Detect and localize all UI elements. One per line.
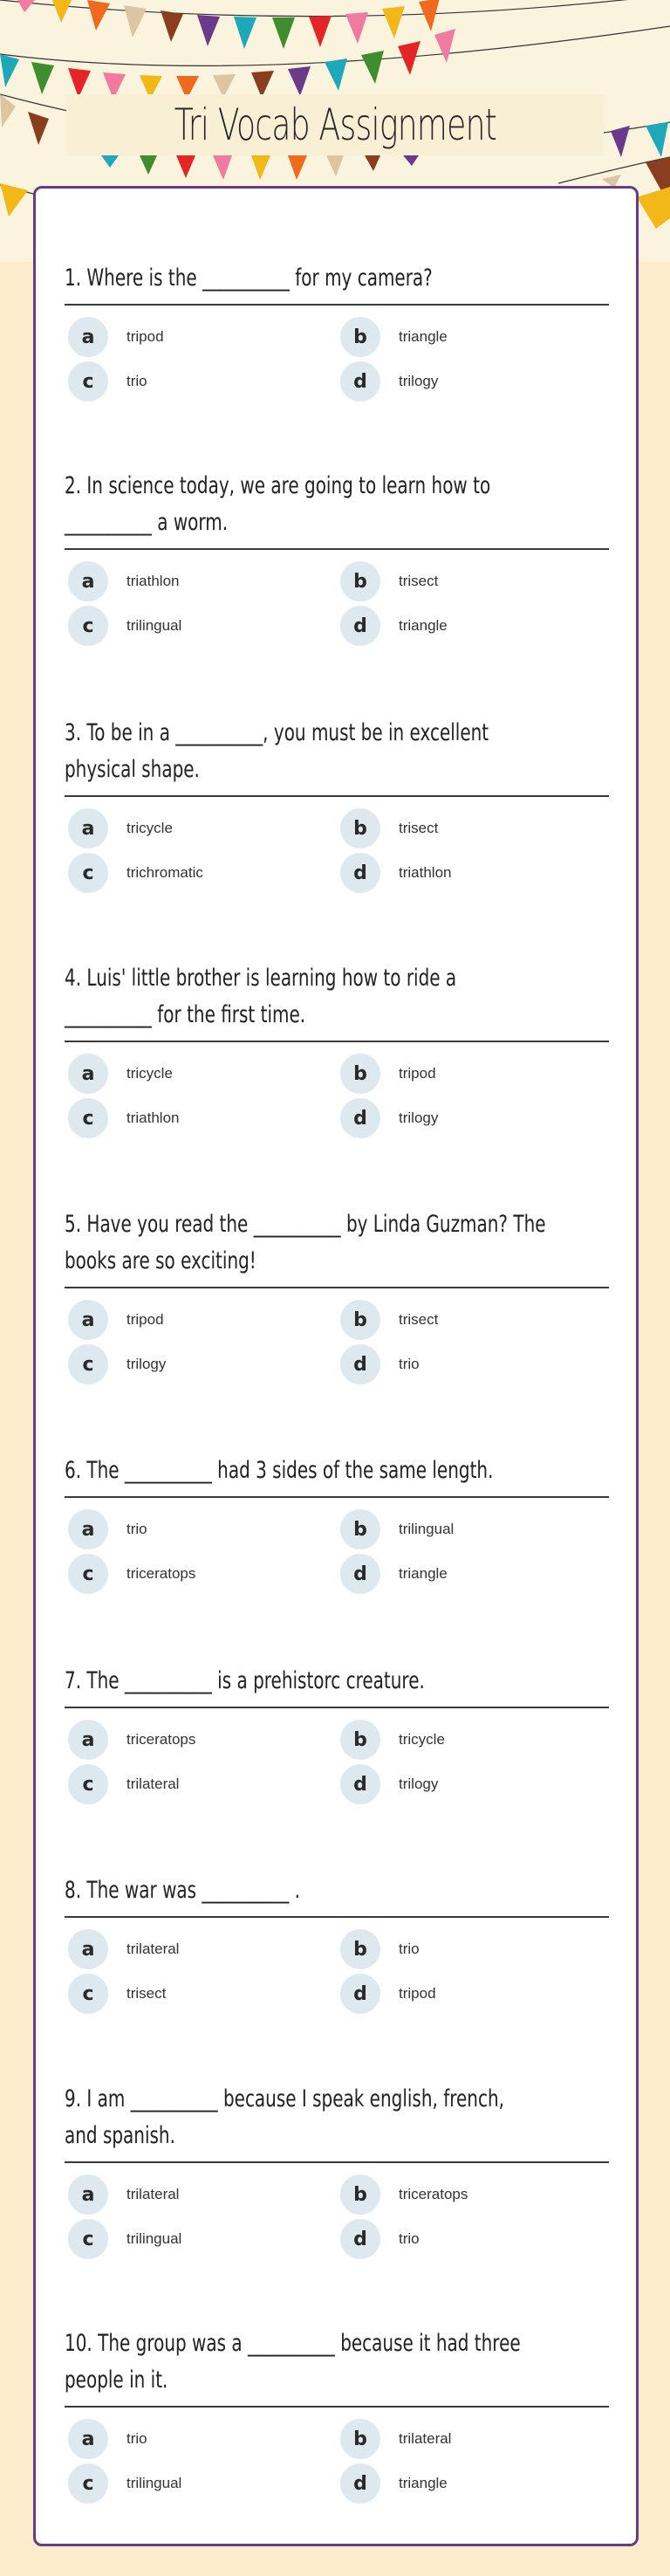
question-line: 3. To be in a __________, you must be in excellent — [65, 719, 489, 746]
option-letter-badge: b — [340, 808, 380, 848]
option-c[interactable] — [68, 1764, 179, 1804]
option-b[interactable] — [340, 1720, 445, 1760]
question-divider — [65, 2161, 609, 2163]
option-b[interactable] — [340, 1054, 436, 1094]
option-label: trilateral — [399, 2430, 452, 2447]
option-letter-badge: c — [68, 606, 108, 646]
question-text — [65, 715, 490, 788]
option-label: tripod — [399, 1065, 436, 1082]
option-b[interactable] — [340, 1509, 454, 1549]
option-letter-badge: c — [68, 1344, 108, 1384]
option-letter-badge: c — [68, 853, 108, 893]
option-letter-badge: d — [340, 606, 380, 646]
option-d[interactable] — [340, 2219, 420, 2259]
option-letter-badge: c — [68, 361, 108, 402]
option-letter-badge: b — [340, 2174, 380, 2215]
question-line: 6. The __________ had 3 sides of the same length. — [65, 1457, 494, 1484]
option-b[interactable] — [340, 317, 448, 357]
question-divider — [65, 1041, 609, 1042]
question-divider — [65, 548, 609, 550]
option-letter-badge: b — [340, 1509, 380, 1549]
question-line: 7. The __________ is a prehistorc creature. — [65, 1667, 425, 1694]
option-label: trilateral — [126, 2186, 180, 2202]
option-letter-badge: d — [340, 2219, 380, 2259]
option-label: triangle — [399, 1565, 448, 1582]
option-c[interactable] — [68, 606, 181, 646]
option-letter-badge: a — [68, 1720, 108, 1760]
option-letter-badge: c — [68, 2219, 108, 2259]
option-d[interactable] — [340, 1974, 436, 2014]
option-letter-badge: a — [68, 317, 108, 357]
question-text — [65, 2325, 521, 2399]
option-c[interactable] — [68, 853, 203, 893]
option-letter-badge: d — [340, 1344, 380, 1384]
option-d[interactable] — [340, 2463, 448, 2504]
question-text — [65, 260, 490, 297]
option-label: tricycle — [399, 1731, 445, 1748]
question-line: __________ for the first time. — [65, 1001, 306, 1028]
option-label: triceratops — [126, 1565, 196, 1582]
option-b[interactable] — [340, 561, 438, 601]
worksheet-card — [33, 186, 639, 2546]
question-divider — [65, 1707, 609, 1708]
option-letter-badge: a — [68, 2419, 108, 2459]
option-letter-badge: d — [340, 1554, 380, 1594]
option-label: trilingual — [126, 617, 182, 634]
question-text — [65, 1872, 490, 1909]
option-label: triangle — [399, 2475, 448, 2491]
option-label: trilogy — [399, 1109, 439, 1126]
question-text — [65, 1206, 546, 1280]
question-line: 5. Have you read the __________ by Linda Guzman? The — [65, 1211, 546, 1238]
option-a[interactable] — [68, 1300, 164, 1340]
option-label: trio — [399, 1941, 420, 1957]
option-c[interactable] — [68, 1974, 166, 2014]
option-label: triathlon — [126, 1109, 180, 1126]
option-letter-badge: c — [68, 1554, 108, 1594]
question-divider — [65, 1287, 609, 1288]
option-c[interactable] — [68, 2463, 181, 2504]
question-line: 9. I am __________ because I speak english, french, — [65, 2085, 504, 2112]
option-letter-badge: c — [68, 2463, 108, 2504]
option-letter-badge: a — [68, 1509, 108, 1549]
option-label: trisect — [399, 573, 439, 589]
option-a[interactable] — [68, 2174, 179, 2215]
page-title: Tri Vocab Assignment — [174, 100, 496, 150]
option-letter-badge: d — [340, 1098, 380, 1138]
option-label: trio — [399, 1356, 420, 1372]
option-letter-badge: a — [68, 808, 108, 848]
option-label: trilogy — [399, 373, 439, 389]
option-letter-badge: b — [340, 1054, 380, 1094]
option-c[interactable] — [68, 2219, 181, 2259]
option-letter-badge: d — [340, 361, 380, 402]
question-text — [65, 1453, 494, 1489]
option-label: triangle — [399, 328, 448, 345]
option-d[interactable] — [340, 606, 448, 646]
option-label: trilogy — [126, 1356, 167, 1372]
option-d[interactable] — [340, 1764, 438, 1804]
option-a[interactable] — [68, 2419, 147, 2459]
option-label: trisect — [399, 1311, 439, 1328]
question-divider — [65, 2406, 609, 2408]
option-c[interactable] — [68, 1344, 166, 1384]
option-label: trio — [399, 2230, 420, 2247]
option-letter-badge: a — [68, 1929, 108, 1969]
option-letter-badge: b — [340, 561, 380, 601]
option-label: trio — [126, 373, 147, 389]
option-letter-badge: b — [340, 1300, 380, 1340]
option-d[interactable] — [340, 1554, 448, 1594]
option-label: triangle — [399, 617, 448, 634]
question-text — [65, 1663, 490, 1700]
option-d[interactable] — [340, 361, 438, 402]
option-letter-badge: d — [340, 853, 380, 893]
option-a[interactable] — [68, 1054, 173, 1094]
option-letter-badge: d — [340, 2463, 380, 2504]
option-d[interactable] — [340, 1344, 420, 1384]
question-text — [65, 468, 490, 541]
question-line: 10. The group was a __________ because it had three — [65, 2330, 521, 2357]
option-label: tricycle — [126, 820, 173, 836]
option-c[interactable] — [68, 1554, 195, 1594]
question-divider — [65, 1916, 609, 1918]
question-line: 8. The war was __________ . — [65, 1877, 301, 1904]
option-label: tricycle — [126, 1065, 173, 1082]
option-letter-badge: b — [340, 1929, 380, 1969]
title-banner — [66, 94, 604, 155]
option-label: tripod — [399, 1985, 436, 2002]
option-label: trisect — [399, 820, 439, 836]
question-line: books are so exciting! — [65, 1247, 256, 1274]
question-text — [65, 2081, 504, 2154]
option-letter-badge: b — [340, 1720, 380, 1760]
option-label: trio — [126, 1521, 147, 1537]
option-b[interactable] — [340, 2419, 451, 2459]
option-letter-badge: b — [340, 317, 380, 357]
option-label: trilingual — [126, 2475, 182, 2491]
question-divider — [65, 1496, 609, 1498]
option-label: trilateral — [126, 1776, 180, 1792]
option-a[interactable] — [68, 561, 179, 601]
option-d[interactable] — [340, 1098, 438, 1138]
option-label: trilingual — [126, 2230, 182, 2247]
question-line: 4. Luis' little brother is learning how to ride a — [65, 965, 457, 992]
option-b[interactable] — [340, 1300, 438, 1340]
option-a[interactable] — [68, 317, 164, 357]
option-letter-badge: a — [68, 1054, 108, 1094]
option-label: triceratops — [126, 1731, 196, 1748]
option-a[interactable] — [68, 1929, 179, 1969]
option-label: trilingual — [399, 1521, 455, 1537]
question-text — [65, 960, 490, 1034]
question-divider — [65, 304, 609, 306]
option-letter-badge: d — [340, 1764, 380, 1804]
question-line: people in it. — [65, 2366, 168, 2394]
option-letter-badge: b — [340, 2419, 380, 2459]
option-label: trio — [126, 2430, 147, 2447]
option-label: tripod — [126, 1311, 164, 1328]
option-letter-badge: a — [68, 1300, 108, 1340]
option-letter-badge: a — [68, 2174, 108, 2215]
option-label: trichromatic — [126, 864, 203, 881]
option-b[interactable] — [340, 808, 438, 848]
option-d[interactable] — [340, 853, 451, 893]
option-a[interactable] — [68, 1509, 147, 1549]
option-c[interactable] — [68, 1098, 179, 1138]
option-letter-badge: c — [68, 1764, 108, 1804]
option-letter-badge: c — [68, 1098, 108, 1138]
option-label: tripod — [126, 328, 164, 345]
option-a[interactable] — [68, 1720, 195, 1760]
option-c[interactable] — [68, 361, 147, 402]
question-line: 2. In science today, we are going to learn how to — [65, 472, 491, 499]
option-label: trisect — [126, 1985, 167, 2002]
question-line: physical shape. — [65, 756, 200, 783]
question-line: __________ a worm. — [65, 509, 229, 536]
question-divider — [65, 795, 609, 797]
question-line: 1. Where is the __________ for my camera? — [65, 264, 433, 292]
option-label: triathlon — [399, 864, 452, 881]
option-label: trilogy — [399, 1776, 439, 1792]
option-b[interactable] — [340, 1929, 420, 1969]
option-a[interactable] — [68, 808, 173, 848]
option-letter-badge: a — [68, 561, 108, 601]
option-label: triceratops — [399, 2186, 468, 2202]
option-label: triathlon — [126, 573, 180, 589]
option-letter-badge: d — [340, 1974, 380, 2014]
option-letter-badge: c — [68, 1974, 108, 2014]
option-b[interactable] — [340, 2174, 468, 2215]
option-label: trilateral — [126, 1941, 180, 1957]
question-line: and spanish. — [65, 2122, 175, 2149]
